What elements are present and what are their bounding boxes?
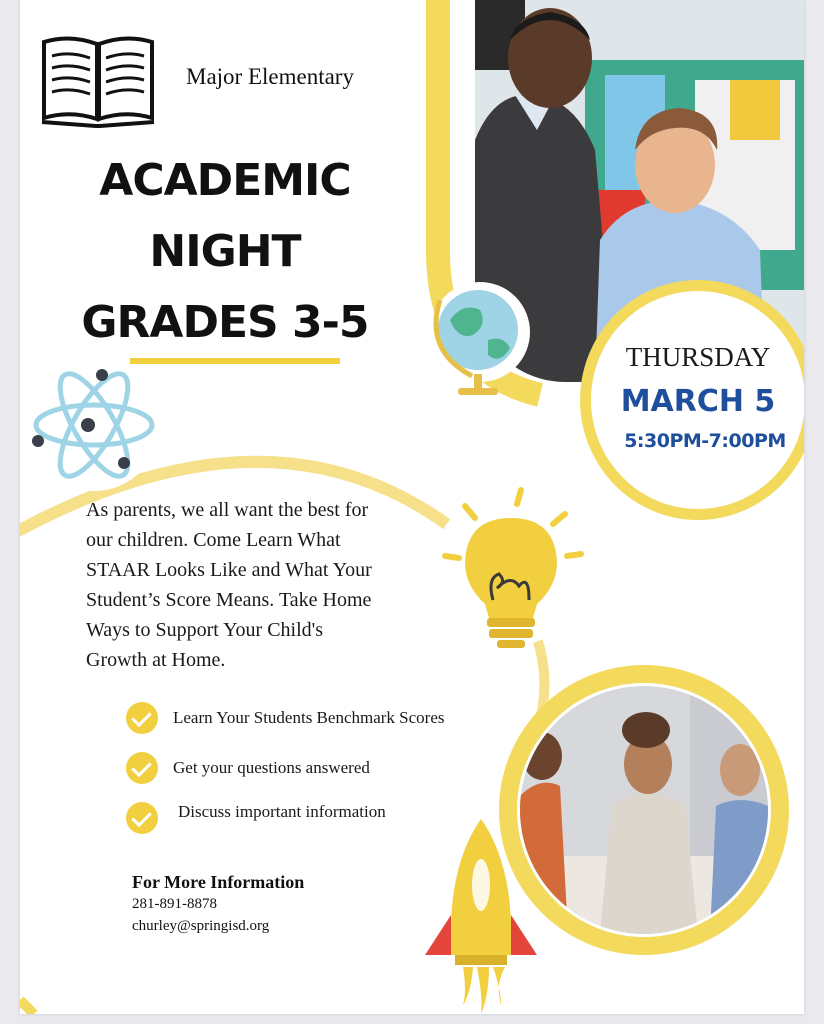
book-icon bbox=[40, 34, 156, 129]
event-time: 5:30PM-7:00PM bbox=[624, 430, 786, 452]
lightbulb-icon bbox=[425, 478, 593, 656]
contact-email: churley@springisd.org bbox=[132, 918, 270, 934]
event-description: As parents, we all want the best for our children. Come Learn What STAAR Looks Like and What Your Student’s Score Means. Take Home Ways to Support Your Child's Growth at Home. bbox=[86, 499, 372, 671]
check-icon bbox=[126, 702, 158, 734]
flyer-page bbox=[20, 0, 804, 1014]
rocket-icon bbox=[415, 805, 549, 1014]
title-line-3: GRADES 3-5 bbox=[81, 297, 369, 348]
event-date: MARCH 5 bbox=[620, 384, 776, 419]
title-line-2: NIGHT bbox=[149, 226, 301, 277]
contact-phone: 281-891-8878 bbox=[132, 896, 217, 912]
check-icon bbox=[126, 752, 158, 784]
check-icon bbox=[126, 802, 158, 834]
teacher-class-photo bbox=[520, 686, 768, 934]
atom-icon bbox=[24, 355, 164, 495]
event-day: THURSDAY bbox=[625, 342, 771, 372]
bullet-2: Get your questions answered bbox=[173, 758, 370, 777]
bullet-1: Learn Your Students Benchmark Scores bbox=[173, 708, 445, 727]
title-line-1: ACADEMIC bbox=[99, 155, 351, 206]
globe-icon bbox=[428, 280, 532, 410]
bullet-3: Discuss important information bbox=[178, 802, 386, 821]
contact-heading: For More Information bbox=[132, 872, 305, 892]
school-name: Major Elementary bbox=[186, 64, 354, 89]
